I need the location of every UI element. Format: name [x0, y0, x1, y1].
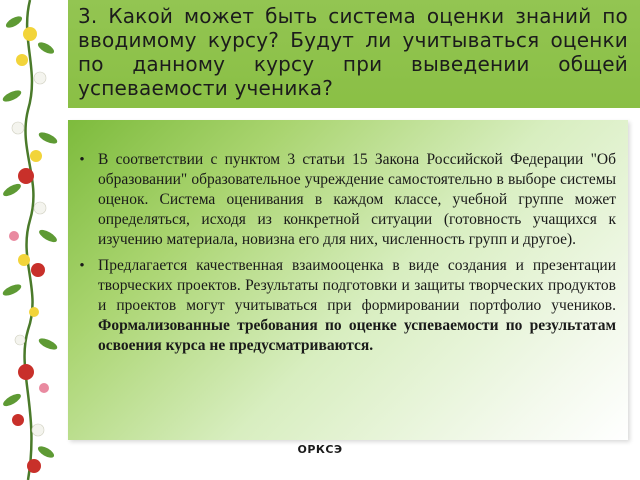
title-panel [68, 0, 640, 108]
slide-title: 3. Какой может быть система оценки знаний по вводимому курсу? Будут ли учитываться оценки по данному курсу при выведении общей успеваемости ученика? [78, 4, 628, 100]
bullet-bold-text: Формализованные требования по оценке успеваемости по результатам освоения курса не предусматриваются. [98, 317, 616, 354]
bullet-item-1 [68, 150, 616, 250]
bullet-text: В соответствии с пунктом 3 статьи 15 Закона Российской Федерации "Об образовании" образовательное учреждение самостоятельно в выборе системы оценок. Система оценивания в каждом классе, учебной группе может определяться, исходя из конкретной ситуации (готовность учащихся к изучению материала, новизна его для них, численность групп и другое). [98, 151, 616, 248]
floral-border-decoration [0, 0, 62, 480]
content-panel [68, 120, 628, 440]
bullet-list [68, 150, 616, 362]
bullet-item-2 [68, 256, 616, 356]
bullet-dot-icon: • [79, 152, 85, 168]
footer-label: ОРКСЭ [297, 443, 343, 456]
bullet-text: Предлагается качественная взаимооценка в виде создания и презентации творческих проектов. Результаты подготовки и защиты творческих продуктов и проектов могут учитываться при формировании портфолио учеников. [98, 257, 616, 314]
bullet-dot-icon: • [79, 258, 85, 274]
